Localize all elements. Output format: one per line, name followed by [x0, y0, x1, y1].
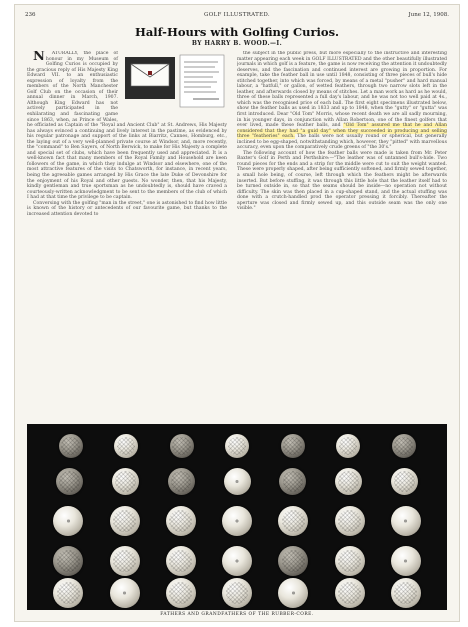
publication-title: GOLF ILLUSTRATED. — [204, 12, 270, 18]
golf-ball — [110, 578, 140, 608]
text-column-left — [27, 51, 227, 417]
running-header — [25, 12, 449, 22]
golf-ball — [222, 506, 252, 536]
paragraph-3: the subject in the public press, but more especially to the instructive and interesting matter appearing each week in GOLF ILLUSTRATED and the other beautifully illustrated journals in which golf is a feature, the game is now receiving the attention it undoubtedly deserves, and the fascination and continued interest are growing in proportion. For example, take the feather ball in use until 1848, consisting of three pieces of bull's hide stitched together, into which was forced, by means of a metal "pusher" and hard manual labour, a "hatfull," or gallon, of wetted feathers, through two narrow slots left in the leather, and afterwards closed by means of stitches. Let a man work as hard as he would, three of these balls represented a full day's labour, and he was not too well paid at 4s., which was the recognised price of each ball. The first eight specimens illustrated below, show the feather balls as used in 1833 and up to 1848, when the "gutty" or "gutta" was first introduced. Dear "Old Tom" Morris, whose recent death we are all sadly mourning, in his younger days, in conjunction with Allan Robertson, one of the finest golfers that ever lived, made these feather balls, and — [237, 51, 447, 129]
magazine-page — [14, 4, 460, 622]
golf-ball — [166, 546, 196, 576]
paragraph-3-end: The balls were not usually round or spherical, but generally inclined to be egg-shaped, notwithstanding which, however, they "pitted" with marvellous accuracy, even upon the comparatively crude greens of "the 30's." — [237, 134, 447, 151]
golf-ball — [168, 468, 195, 495]
page-number: 236 — [25, 12, 36, 18]
golf-ball — [278, 506, 308, 536]
golf-ball — [392, 434, 416, 458]
golf-ball — [170, 434, 194, 458]
article-title: Half-Hours with Golfing Curios. — [134, 25, 340, 39]
paragraph-1: ATURALLY, the place of honour in my Museum of Golfing Curios is occupied by the gracious reply of His Majesty King Edward VII. to an enthusiastic expression of loyalty from the members of the North Manchester Golf Club on the occasion of their annual dinner in March, 1907. Although King Edward has not actively participated in the exhilarating and fascinating game since 1863, when, as Prince of Wales, he officiated as Captain of the "Royal and Ancient Club" at St. Andrews, His Majesty has always evinced a continuing and lively interest in the pastime, as evidenced by his regular patronage and support of the links at Biarritz, Cannes, Homburg, etc., the laying out of a very well-planned private course at Windsor, and, more recently, the "command" to Ben Sayers, of North Berwick, to make for His Majesty a complete and special set of clubs, which have been frequently used and appreciated. It is a well-known fact that many members of the Royal Family and Household are keen followers of the game, in which they indulge at Windsor and elsewhere, one of the most attractive features of the visits to Chatsworth, for instance, in recent years, being the agreeable games arranged by His Grace the late Duke of Devonshire for the enjoyment of his Royal and other guests. No wonder, then, that his Majesty, kindly gentleman and true sportsman as he undoubtedly is, should have craved a courteously-written acknowledgment to be sent to the members of the club of which I had at that time the privilege to be captain. — [27, 51, 227, 201]
article-byline: BY HARRY B. WOOD.—I. — [191, 40, 283, 47]
golf-ball — [166, 578, 196, 608]
golf-ball — [335, 546, 365, 576]
paragraph-2: Conversing with the golfing "man in the street," one is astonished to find how little is known of the history or antecedents of our favourite game, but thanks to the increased attention devoted to — [27, 200, 227, 217]
golf-ball — [110, 546, 140, 576]
drop-cap: N — [33, 51, 45, 64]
paragraph-4: The following account of how the feather balls were made is taken from Mr. Peter Baxter's Golf in Perth and Perthshire:—"The leather was of untanned bull's-hide. Two round pieces for the ends and a strip for the middle were cut to suit the weight wanted. These were properly shaped, after being sufficiently softened, and firmly sewed together, a small hole being, of course, left through which the feathers might be afterwards inserted. But before stuffing, it was through this little hole that the leather itself had to be turned outside in, so that the seams should be inside—no operation not without difficulty. The skin was then placed in a cup-shaped stand, and the actual stuffing was done with a crutch-handled prod the operator pressing it forcibly. Thereafter the aperture was closed and firmly sewed up, and this outside seam was the only one visible." — [237, 150, 447, 212]
golf-ball — [278, 546, 308, 576]
highlighted-quote: "Old Tom" assured me that he and Allan considered that they had "a guid day" when they succeeded in producing and selling three "featheries" each. — [237, 123, 447, 140]
golf-ball — [391, 578, 421, 608]
golf-ball — [335, 578, 365, 608]
golf-ball — [56, 468, 83, 495]
golf-ball — [166, 506, 196, 536]
golf-balls-photograph — [27, 424, 447, 610]
letter-and-envelope-photo — [123, 51, 227, 120]
royal-letter-figure — [123, 51, 227, 120]
golf-ball — [335, 506, 365, 536]
golf-ball — [391, 546, 421, 576]
golf-ball — [53, 578, 83, 608]
golf-ball — [391, 506, 421, 536]
golf-ball — [391, 468, 418, 495]
golf-ball — [225, 434, 249, 458]
golf-ball — [281, 434, 305, 458]
golf-ball — [224, 468, 251, 495]
golf-ball — [222, 578, 252, 608]
golf-ball — [59, 434, 83, 458]
golf-ball — [110, 506, 140, 536]
golf-ball — [336, 434, 360, 458]
golf-ball — [335, 468, 362, 495]
golf-ball — [53, 506, 83, 536]
golf-ball — [222, 546, 252, 576]
golf-ball — [114, 434, 138, 458]
issue-date: June 12, 1908. — [408, 12, 449, 18]
golf-ball — [112, 468, 139, 495]
figure-caption: FATHERS AND GRANDFATHERS OF THE RUBBER-CORE. — [160, 612, 314, 617]
golf-ball — [278, 578, 308, 608]
golf-ball — [279, 468, 306, 495]
golf-ball — [53, 546, 83, 576]
text-column-right — [237, 51, 447, 417]
